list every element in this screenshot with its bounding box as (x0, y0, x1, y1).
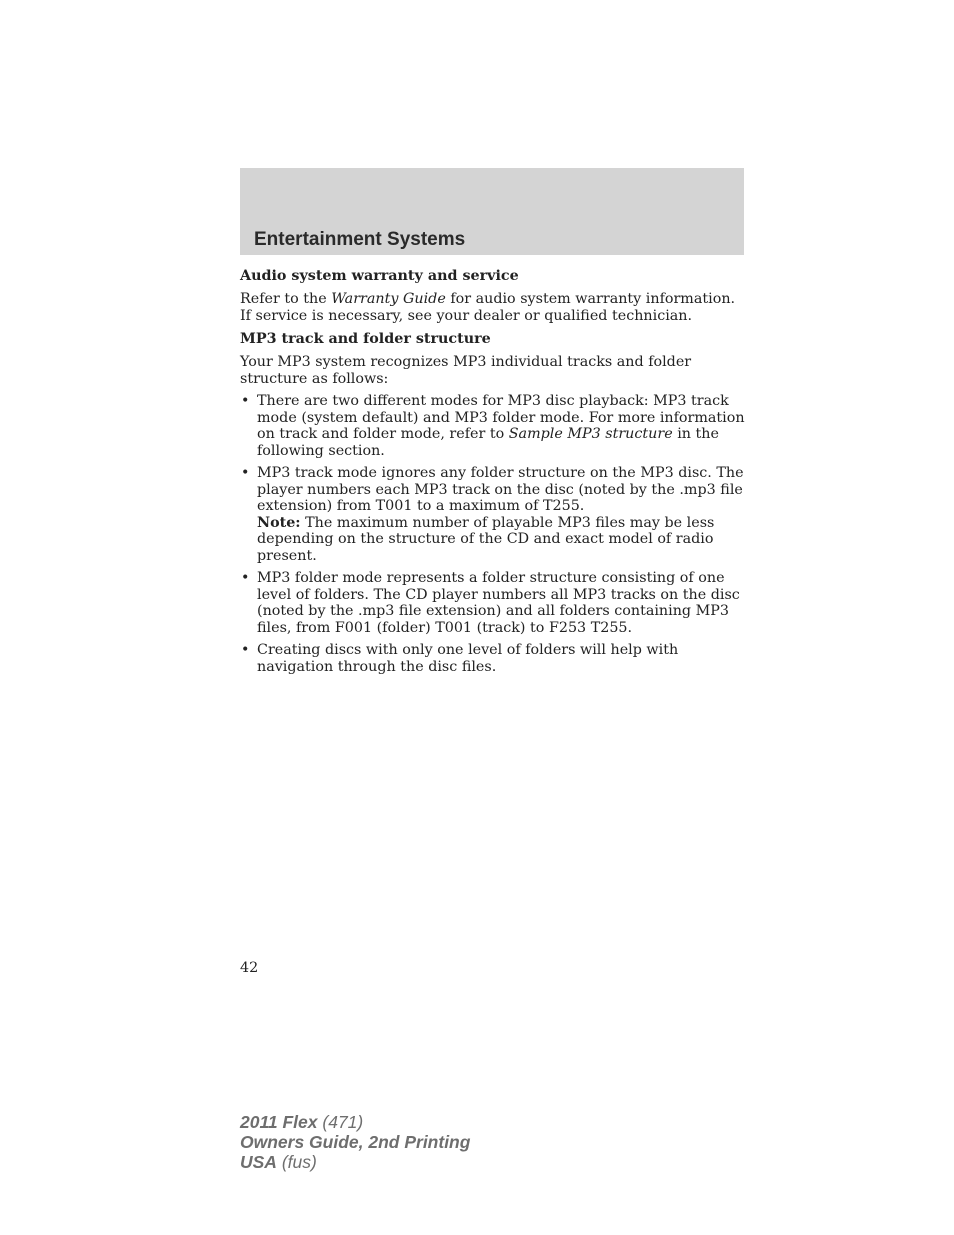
document-footer (240, 1112, 470, 1172)
footer-line-model (240, 1112, 470, 1132)
warranty-text-pre: Refer to the (240, 291, 332, 307)
section-title: Entertainment Systems (254, 229, 466, 250)
warranty-heading: Audio system warranty and service (240, 268, 519, 284)
warranty-guide-reference: Warranty Guide (331, 291, 446, 307)
list-item (240, 465, 746, 564)
footer-line-guide (240, 1132, 470, 1152)
footer-region-code: (fus) (276, 1152, 317, 1172)
bullet-text: MP3 track mode ignores any folder structure on the MP3 disc. The player numbers each MP3 track on the disc (noted by the .mp3 file extension) from T001 to a maximum of T255. (257, 465, 744, 514)
warranty-text-post: for audio system warranty information. If service is necessary, see your dealer or qualified technician. (240, 291, 736, 324)
mp3-intro: Your MP3 system recognizes MP3 individual tracks and folder structure as follows: (240, 354, 692, 387)
bullet-text: MP3 folder mode represents a folder structure consisting of one level of folders. The CD player numbers all MP3 tracks on the disc (noted by the .mp3 file extension) and all folders containing MP3 files, from F001 (folder) T001 (track) to F253 T255. (257, 570, 740, 636)
list-item (240, 642, 746, 675)
mp3-bullet-list (240, 393, 746, 675)
list-item (240, 570, 746, 636)
section-header-band (240, 168, 744, 255)
bullet-text-pre: There are two different modes for MP3 disc playback: MP3 track mode (system default) and MP3 folder mode. For more information on track and folder mode, refer to (257, 393, 745, 442)
footer-region: USA (240, 1152, 277, 1172)
footer-line-region (240, 1152, 470, 1172)
note-text: The maximum number of playable MP3 files may be less depending on the structure of the CD and exact model of radio present. (257, 514, 715, 564)
list-item (240, 393, 746, 459)
page-content (240, 267, 746, 681)
footer-model: 2011 Flex (240, 1112, 318, 1132)
note-label: Note: (257, 514, 301, 531)
page-number: 42 (240, 960, 259, 976)
mp3-heading: MP3 track and folder structure (240, 331, 491, 347)
sample-mp3-reference: Sample MP3 structure (508, 426, 673, 442)
footer-guide: Owners Guide, 2nd Printing (240, 1132, 471, 1152)
bullet-text: Creating discs with only one level of folders will help with navigation through the disc files. (257, 642, 679, 675)
warranty-paragraph (240, 291, 746, 324)
bullet-text-post: in the following section. (257, 426, 719, 459)
footer-model-code: (471) (317, 1112, 364, 1132)
